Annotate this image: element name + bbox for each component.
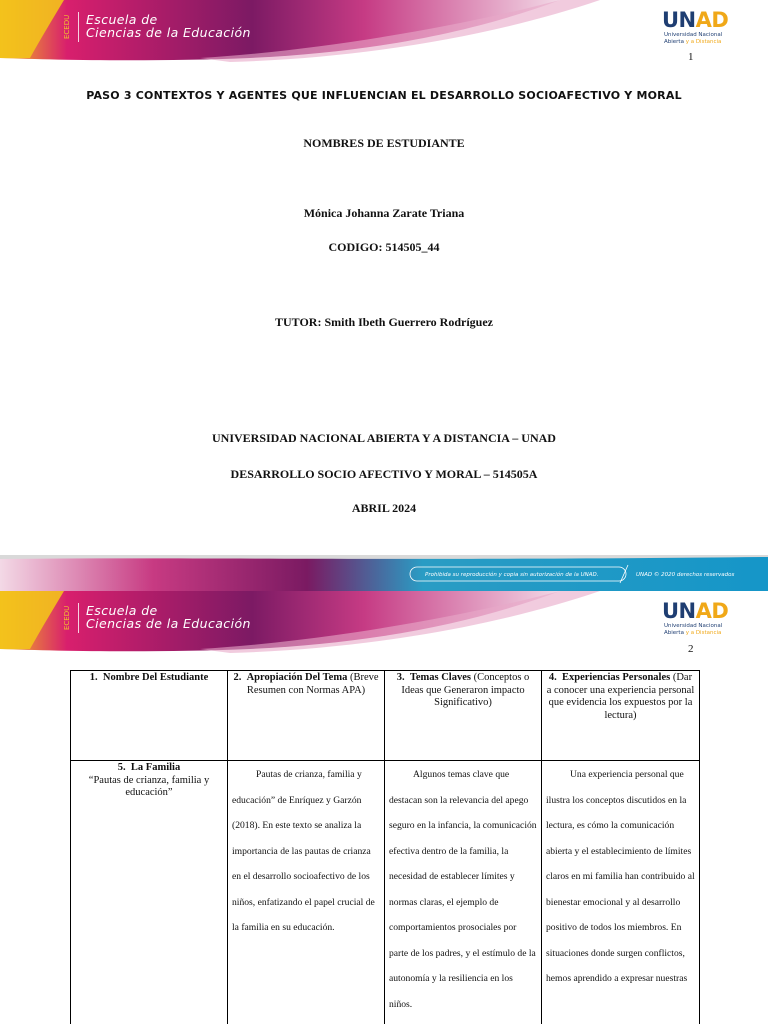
experience-cell: [542, 761, 700, 1024]
unad-logo-sub2b: y a Distancia: [685, 629, 722, 636]
school-name-line1: Escuela de: [86, 12, 158, 27]
topic-number: 5.: [117, 762, 126, 773]
unad-logo-un: UN: [662, 8, 696, 32]
school-code: ECEDU: [63, 14, 71, 40]
topic-title: La Familia: [130, 762, 181, 773]
unad-logo: [662, 599, 742, 641]
key-topics-cell: [385, 761, 542, 1024]
unad-logo-sub2a: Abierta: [664, 38, 686, 45]
page-footer: [0, 555, 768, 591]
student-name: Mónica Johanna Zarate Triana: [303, 206, 465, 220]
footer-copyright: UNAD © 2020 derechos reservados: [636, 572, 735, 578]
tutor-name: TUTOR: Smith Ibeth Guerrero Rodríguez: [275, 315, 493, 329]
activity-table: [70, 670, 700, 1024]
page-header: [0, 0, 768, 62]
students-label: NOMBRES DE ESTUDIANTE: [303, 136, 465, 150]
school-code: ECEDU: [63, 605, 71, 631]
topic-cell: [71, 761, 228, 1024]
column-header: 1. Nombre Del Estudiante: [71, 671, 228, 761]
table-row: [71, 761, 700, 1024]
summary-cell: [228, 761, 385, 1024]
table-header-row: [71, 671, 700, 761]
column-header: 2. Apropiación Del Tema (Breve Resumen con Normas APA): [228, 671, 385, 761]
unad-logo-ad: AD: [695, 8, 729, 32]
topic-subtitle: “Pautas de crianza, familia y educación”: [88, 774, 210, 798]
school-name-line2: Ciencias de la Educación: [86, 25, 251, 40]
document-date: ABRIL 2024: [351, 501, 417, 515]
course-name: DESARROLLO SOCIO AFECTIVO Y MORAL – 514505A: [230, 467, 538, 481]
page-number: 1: [688, 51, 694, 63]
unad-logo-sub2b: y a Distancia: [685, 38, 722, 45]
school-name-line2: Ciencias de la Educación: [86, 616, 251, 631]
page-number: 2: [688, 643, 694, 655]
footer-notice: Prohibida su reproducción y copia sin autorización de la UNAD.: [425, 572, 599, 578]
document-title: PASO 3 CONTEXTOS Y AGENTES QUE INFLUENCIAN EL DESARROLLO SOCIOAFECTIVO Y MORAL: [86, 89, 682, 102]
unad-logo-ad: AD: [695, 599, 729, 623]
header-divider: [78, 603, 79, 633]
unad-logo-un: UN: [662, 599, 696, 623]
unad-logo: [662, 8, 742, 50]
column-header: 4. Experiencias Personales (Dar a conocer una experiencia personal que evidencia los expuestos por la lectura): [542, 671, 700, 761]
document-page-2: [0, 591, 768, 1024]
school-name-line1: Escuela de: [86, 603, 158, 618]
header-divider: [78, 12, 79, 42]
page-header: [0, 591, 768, 653]
column-header: 3. Temas Claves (Conceptos o Ideas que Generaron impacto Significativo): [385, 671, 542, 761]
summary-text: Pautas de crianza, familia y educación” de Enríquez y Garzón (2018). En este texto se analiza la importancia de las pautas de crianza en el desarrollo socioafectivo de los niños, enfatizando el papel crucial de la familia en su educación.: [232, 769, 375, 933]
student-code: CODIGO: 514505_44: [328, 240, 440, 254]
unad-logo-sub2a: Abierta: [664, 629, 686, 636]
unad-logo-sub1: Universidad Nacional: [664, 32, 723, 38]
experience-text: Una experiencia personal que ilustra los conceptos discutidos en la lectura, es cómo la comunicación abierta y el establecimiento de límites claros en mi familia han contribuido al bienestar emocional y al desarrollo positivo de todos los miembros. En situaciones donde surgen conflictos, hemos aprendido a expresar nuestras: [546, 769, 695, 984]
key-topics-text: Algunos temas clave que destacan son la relevancia del apego seguro en la infancia, la comunicación efectiva dentro de la familia, la necesidad de establecer límites y normas claras, el ejemplo de comportamientos prosociales por parte de los padres, y el estímulo de la autonomía y la resiliencia en los niños.: [389, 769, 537, 1010]
university-name: UNIVERSIDAD NACIONAL ABIERTA Y A DISTANCIA – UNAD: [212, 431, 556, 445]
unad-logo-sub1: Universidad Nacional: [664, 623, 723, 629]
